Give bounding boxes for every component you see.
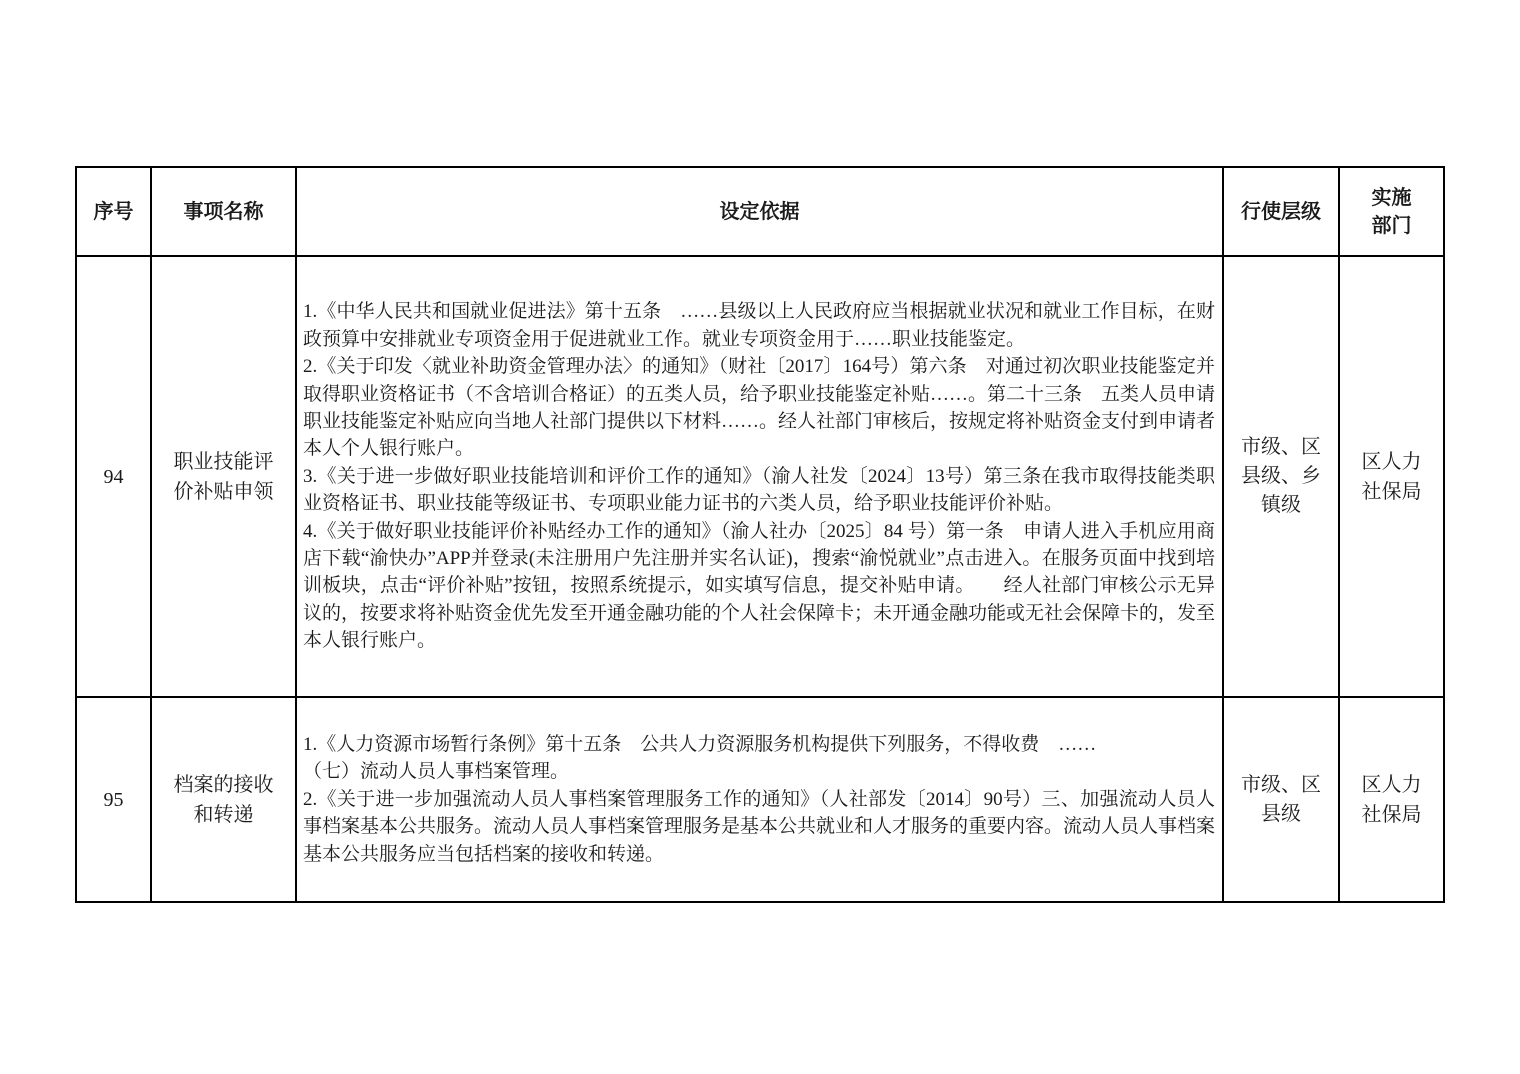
header-serial-number: 序号 [76,167,151,256]
header-implementing-department-label: 实施部门 [1371,186,1412,237]
header-item-name: 事项名称 [151,167,296,256]
basis-paragraph: 2.《关于印发〈就业补助资金管理办法〉的通知》（财社〔2017〕164号）第六条 对通过初次职业技能鉴定并取得职业资格证书（不含培训合格证）的五类人员，给予职业技能鉴定补贴……。第二十三条 五类人员申请职业技能鉴定补贴应向当地人社部门提供以下材料……。经人社部门审核后，按规定将补贴资金支付到申请者本人个人银行账户。 [303,356,1216,460]
header-row [76,167,1444,256]
table-row [76,697,1444,902]
exercise-level: 市级、区县级、乡镇级 [1223,256,1339,697]
basis-paragraph: （七）流动人员人事档案管理。 [303,761,570,783]
items-table [75,166,1445,903]
implementing-department: 区人力社保局 [1339,256,1444,697]
serial-number: 95 [76,697,151,902]
setting-basis [296,697,1223,902]
basis-paragraph: 1.《人力资源市场暂行条例》第十五条 公共人力资源服务机构提供下列服务，不得收费 …… [303,733,1097,755]
exercise-level: 市级、区县级 [1223,697,1339,902]
item-name: 职业技能评价补贴申领 [151,256,296,697]
setting-basis [296,256,1223,697]
implementing-department: 区人力社保局 [1339,697,1444,902]
serial-number: 94 [76,256,151,697]
header-implementing-department [1339,167,1444,256]
item-name: 档案的接收和转递 [151,697,296,902]
basis-paragraph: 1.《中华人民共和国就业促进法》第十五条 ……县级以上人民政府应当根据就业状况和就业工作目标，在财政预算中安排就业专项资金用于促进就业工作。就业专项资金用于……职业技能鉴定。 [303,301,1215,350]
table-row [76,256,1444,697]
basis-paragraph: 2.《关于进一步加强流动人员人事档案管理服务工作的通知》（人社部发〔2014〕90号）三、加强流动人员人事档案基本公共服务。流动人员人事档案管理服务是基本公共就业和人才服务的重要内容。流动人员人事档案基本公共服务应当包括档案的接收和转递。 [303,788,1216,865]
basis-paragraph: 4.《关于做好职业技能评价补贴经办工作的通知》（渝人社办〔2025〕84 号）第一条 申请人进入手机应用商店下载“渝快办”APP并登录(未注册用户先注册并实名认证)，搜索“渝悦就业”点击进入。在服务页面中找到培训板块，点击“评价补贴”按钮，按照系统提示，如实填写信息，提交补贴申请。 经人社部门审核公示无异议的，按要求将补贴资金优先发至开通金融功能的个人社会保障卡；未开通金融功能或无社会保障卡的，发至本人银行账户。 [303,520,1216,652]
header-setting-basis: 设定依据 [296,167,1223,256]
basis-paragraph: 3.《关于进一步做好职业技能培训和评价工作的通知》（渝人社发〔2024〕13号）第三条在我市取得技能类职业资格证书、职业技能等级证书、专项职业能力证书的六类人员，给予职业技能评价补贴。 [303,465,1215,515]
header-exercise-level: 行使层级 [1223,167,1339,256]
